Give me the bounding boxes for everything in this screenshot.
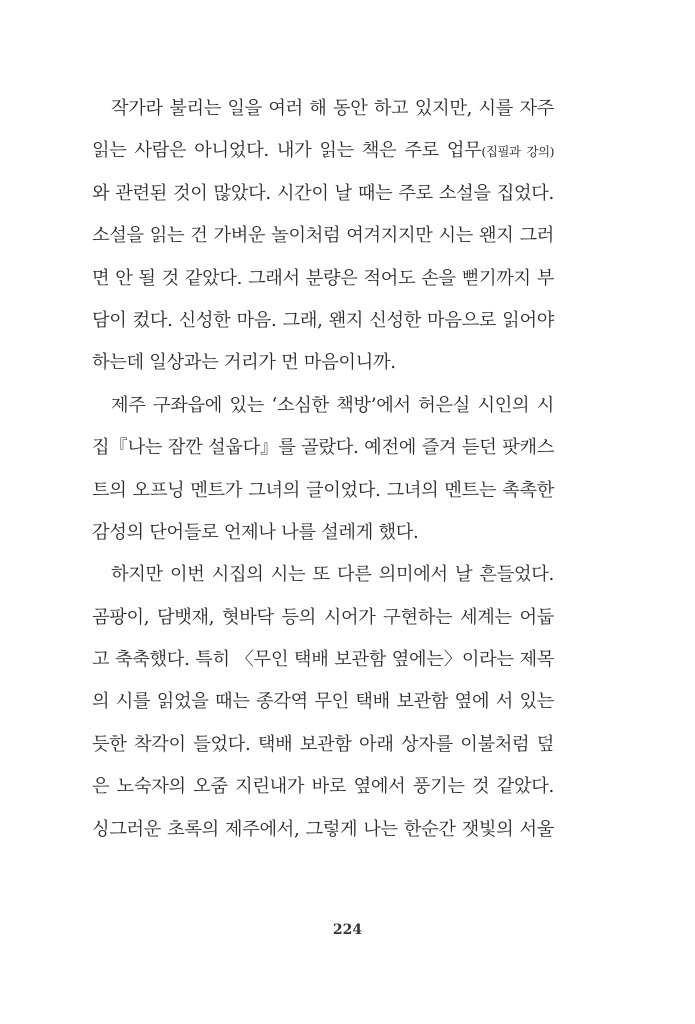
text-line: 고 축축했다. 특히 〈무인 택배 보관함 옆에는〉이라는 제목 — [92, 649, 554, 671]
page-number: 224 — [332, 922, 363, 938]
text-line: 와 관련된 것이 많았다. 시간이 날 때는 주로 소설을 집었다. — [92, 182, 554, 204]
text-line: 의 시를 읽었을 때는 종각역 무인 택배 보관함 옆에 서 있는 — [92, 691, 554, 713]
text-line: 감성의 단어들로 언제나 나를 설레게 했다. — [92, 521, 419, 543]
text-line-main: 읽는 사람은 아니었다. 내가 읽는 책은 주로 업무 — [92, 140, 482, 162]
parenthetical-note: (집필과 강의) — [481, 144, 554, 160]
text-line: 트의 오프닝 멘트가 그녀의 글이었다. 그녀의 멘트는 촉촉한 — [92, 479, 554, 501]
text-line: 하는데 일상과는 거리가 먼 마음이니까. — [92, 352, 396, 374]
text-line: 소설을 읽는 건 가벼운 놀이처럼 여겨지지만 시는 왠지 그러 — [92, 225, 554, 247]
text-line: 하지만 이번 시집의 시는 또 다른 의미에서 날 흔들었다. — [111, 564, 554, 586]
text-line: 듯한 착각이 들었다. 택배 보관함 아래 상자를 이불처럼 덮 — [92, 733, 554, 755]
text-line: 은 노숙자의 오줌 지린내가 바로 옆에서 풍기는 것 같았다. — [92, 776, 554, 798]
text-line: 담이 컸다. 신성한 마음. 그래, 왠지 신성한 마음으로 읽어야 — [92, 309, 554, 331]
text-line: 면 안 될 것 같았다. 그래서 분량은 적어도 손을 뻗기까지 부 — [92, 267, 554, 289]
text-line — [92, 130, 554, 172]
body-text — [92, 88, 554, 851]
text-line: 싱그러운 초록의 제주에서, 그렇게 나는 한순간 잿빛의 서울 — [92, 818, 554, 840]
text-line: 곰팡이, 담뱃재, 혓바닥 등의 시어가 구현하는 세계는 어둡 — [92, 606, 554, 628]
text-line: 집『나는 잠깐 설웁다』를 골랐다. 예전에 즐겨 듣던 팟캐스 — [92, 437, 554, 459]
text-line: 제주 구좌읍에 있는 ‘소심한 책방’에서 허은실 시인의 시 — [111, 394, 554, 416]
text-line: 작가라 불리는 일을 여러 해 동안 하고 있지만, 시를 자주 — [111, 98, 554, 119]
